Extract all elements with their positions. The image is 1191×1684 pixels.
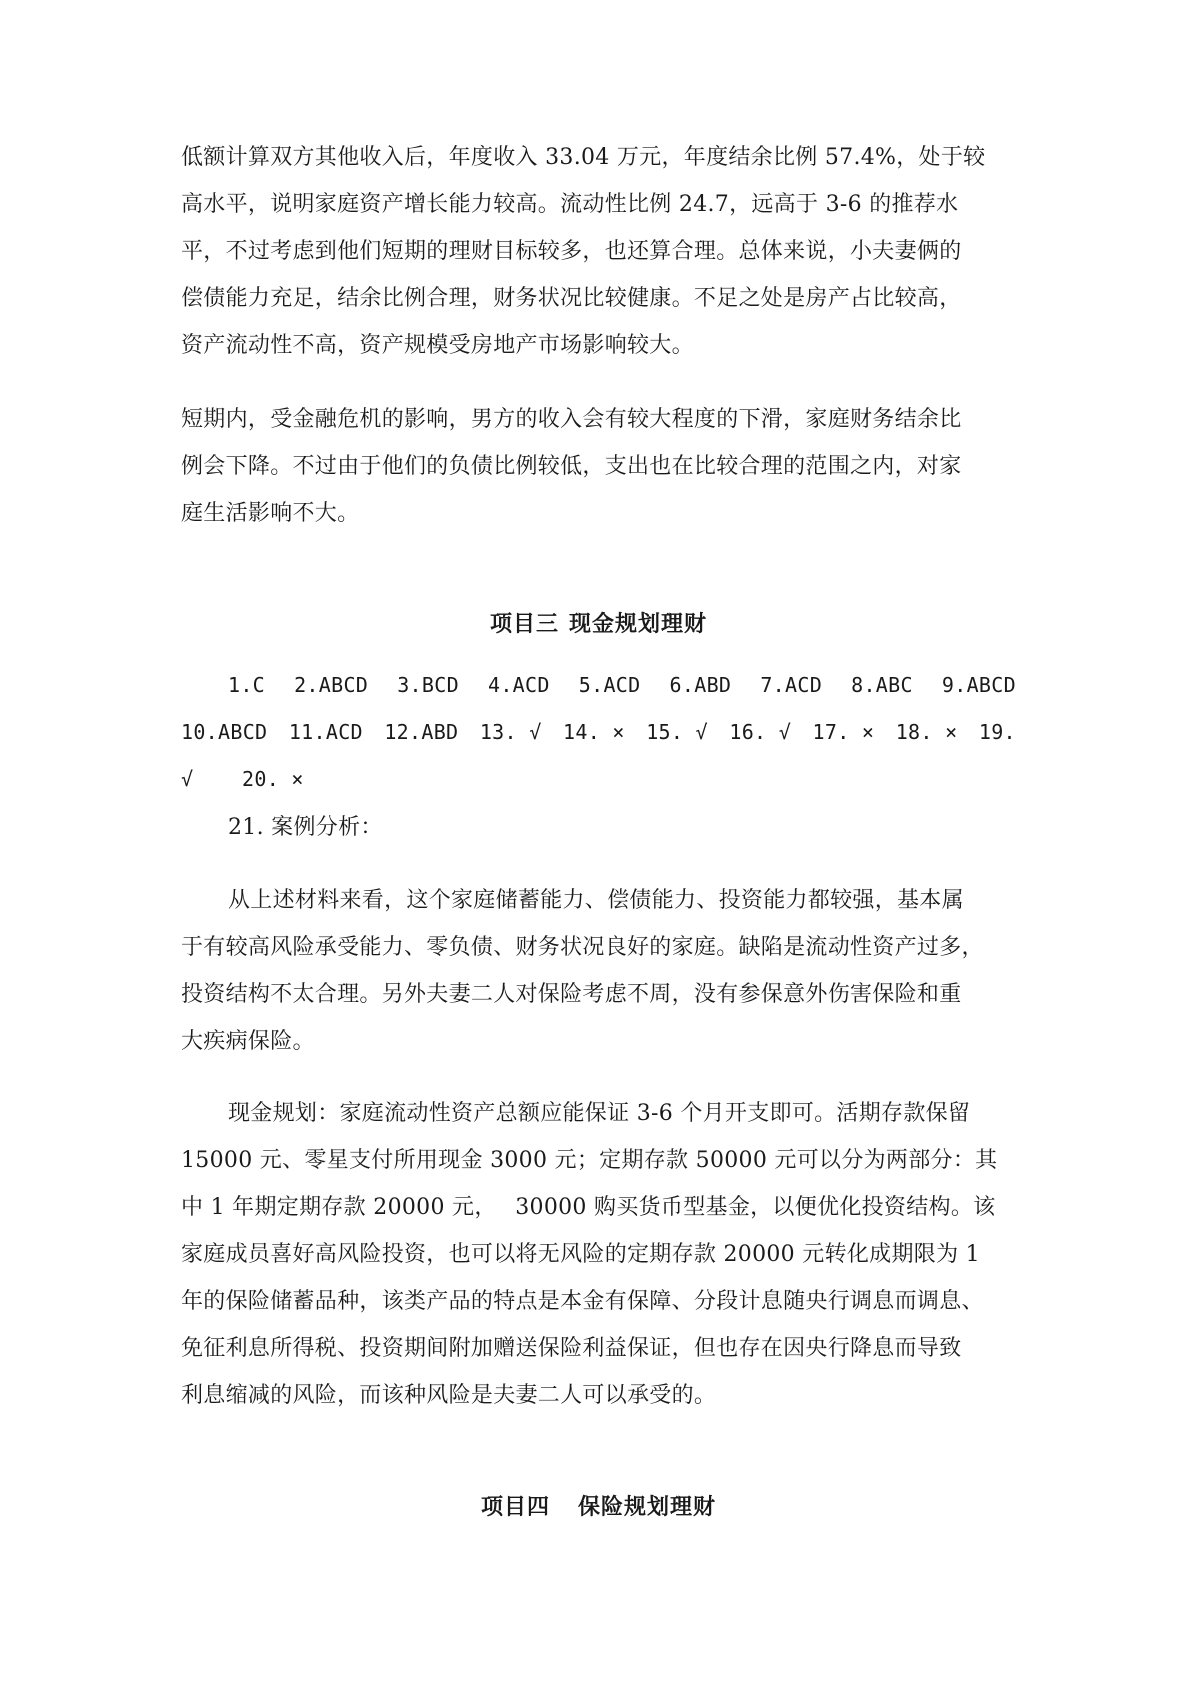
answer-key bbox=[181, 662, 1016, 803]
paragraph-line: 短期内，受金融危机的影响，男方的收入会有较大程度的下滑，家庭财务结余比 bbox=[181, 407, 962, 432]
paragraph-line: 利息缩减的风险，而该种风险是夫妻二人可以承受的。 bbox=[181, 1383, 717, 1408]
answer-row bbox=[181, 756, 1016, 803]
answer-item: 15. √ bbox=[646, 720, 708, 744]
answer-item: 13. √ bbox=[479, 720, 542, 744]
paragraph-line: 从上述材料来看，这个家庭储蓄能力、偿债能力、投资能力都较强，基本属 bbox=[228, 888, 964, 913]
answer-item: 4.ACD bbox=[487, 673, 550, 697]
paragraph-line: 现金规划：家庭流动性资产总额应能保证 3-6 个月开支即可。活期存款保留 bbox=[228, 1101, 971, 1126]
answer-item: 17. × bbox=[812, 720, 875, 744]
answer-item: 16. √ bbox=[729, 720, 792, 744]
section-heading-cash-planning bbox=[181, 610, 1016, 640]
answer-item: 5.ACD bbox=[578, 673, 641, 697]
paragraph-line: 中 1 年期定期存款 20000 元， 30000 购买货币型基金，以便优化投资结构。该 bbox=[181, 1195, 996, 1220]
paragraph-line: 大疾病保险。 bbox=[181, 1029, 315, 1054]
answer-item: 12.ABD bbox=[384, 720, 459, 744]
answer-item: 6.ABD bbox=[669, 673, 732, 697]
answer-item: √ bbox=[181, 767, 194, 791]
paragraph-cash-planning bbox=[181, 1090, 1016, 1419]
answer-item: 19. bbox=[978, 720, 1016, 744]
section-title: 现金规划理财 bbox=[569, 612, 708, 637]
paragraph-line: 于有较高风险承受能力、零负债、财务状况良好的家庭。缺陷是流动性资产过多， bbox=[181, 935, 984, 960]
answer-item: 9.ABCD bbox=[941, 673, 1016, 697]
answer-item: 8.ABC bbox=[851, 673, 913, 697]
section-number: 项目三 bbox=[489, 612, 559, 637]
paragraph-line: 15000 元、零星支付所用现金 3000 元；定期存款 50000 元可以分为两部分：其 bbox=[181, 1148, 998, 1173]
paragraph-line: 偿债能力充足，结余比例合理，财务状况比较健康。不足之处是房产占比较高， bbox=[181, 286, 962, 311]
answer-item: 3.BCD bbox=[397, 673, 459, 697]
answer-row bbox=[181, 709, 1016, 756]
answer-item: 10.ABCD bbox=[181, 720, 268, 744]
section-number: 项目四 bbox=[480, 1495, 550, 1520]
answer-item: 2.ABCD bbox=[294, 673, 369, 697]
answer-item: 18. × bbox=[895, 720, 958, 744]
paragraph-short-term-outlook bbox=[181, 396, 1016, 537]
answer-item: 1.C bbox=[228, 673, 266, 697]
answer-item: 14. × bbox=[563, 720, 625, 744]
answer-item: 7.ACD bbox=[760, 673, 823, 697]
section-title: 保险规划理财 bbox=[578, 1495, 717, 1520]
answer-row bbox=[181, 662, 1016, 709]
paragraph-line: 平，不过考虑到他们短期的理财目标较多，也还算合理。总体来说，小夫妻俩的 bbox=[181, 239, 962, 264]
paragraph-line: 家庭成员喜好高风险投资，也可以将无风险的定期存款 20000 元转化成期限为 1 bbox=[181, 1242, 980, 1267]
paragraph-line: 低额计算双方其他收入后，年度收入 33.04 万元，年度结余比例 57.4%，处于较 bbox=[181, 145, 986, 170]
paragraph-case-analysis bbox=[181, 877, 1016, 1065]
answer-item: 11.ACD bbox=[288, 720, 363, 744]
paragraph-financial-analysis bbox=[181, 134, 1016, 369]
paragraph-line: 年的保险储蓄品种，该类产品的特点是本金有保障、分段计息随央行调息而调息、 bbox=[181, 1289, 984, 1314]
paragraph-line: 资产流动性不高，资产规模受房地产市场影响较大。 bbox=[181, 333, 694, 358]
case-analysis-label: 21. 案例分析： bbox=[228, 815, 383, 840]
paragraph-line: 免征利息所得税、投资期间附加赠送保险利益保证，但也存在因央行降息而导致 bbox=[181, 1336, 962, 1361]
paragraph-line: 高水平，说明家庭资产增长能力较高。流动性比例 24.7，远高于 3-6 的推荐水 bbox=[181, 192, 959, 217]
paragraph-line: 例会下降。不过由于他们的负债比例较低，支出也在比较合理的范围之内，对家 bbox=[181, 454, 962, 479]
case-analysis-label-block bbox=[181, 804, 1016, 851]
paragraph-line: 庭生活影响不大。 bbox=[181, 501, 360, 526]
paragraph-line: 投资结构不太合理。另外夫妻二人对保险考虑不周，没有参保意外伤害保险和重 bbox=[181, 982, 962, 1007]
section-heading-insurance-planning bbox=[181, 1493, 1016, 1523]
answer-item: 20. × bbox=[242, 767, 304, 791]
